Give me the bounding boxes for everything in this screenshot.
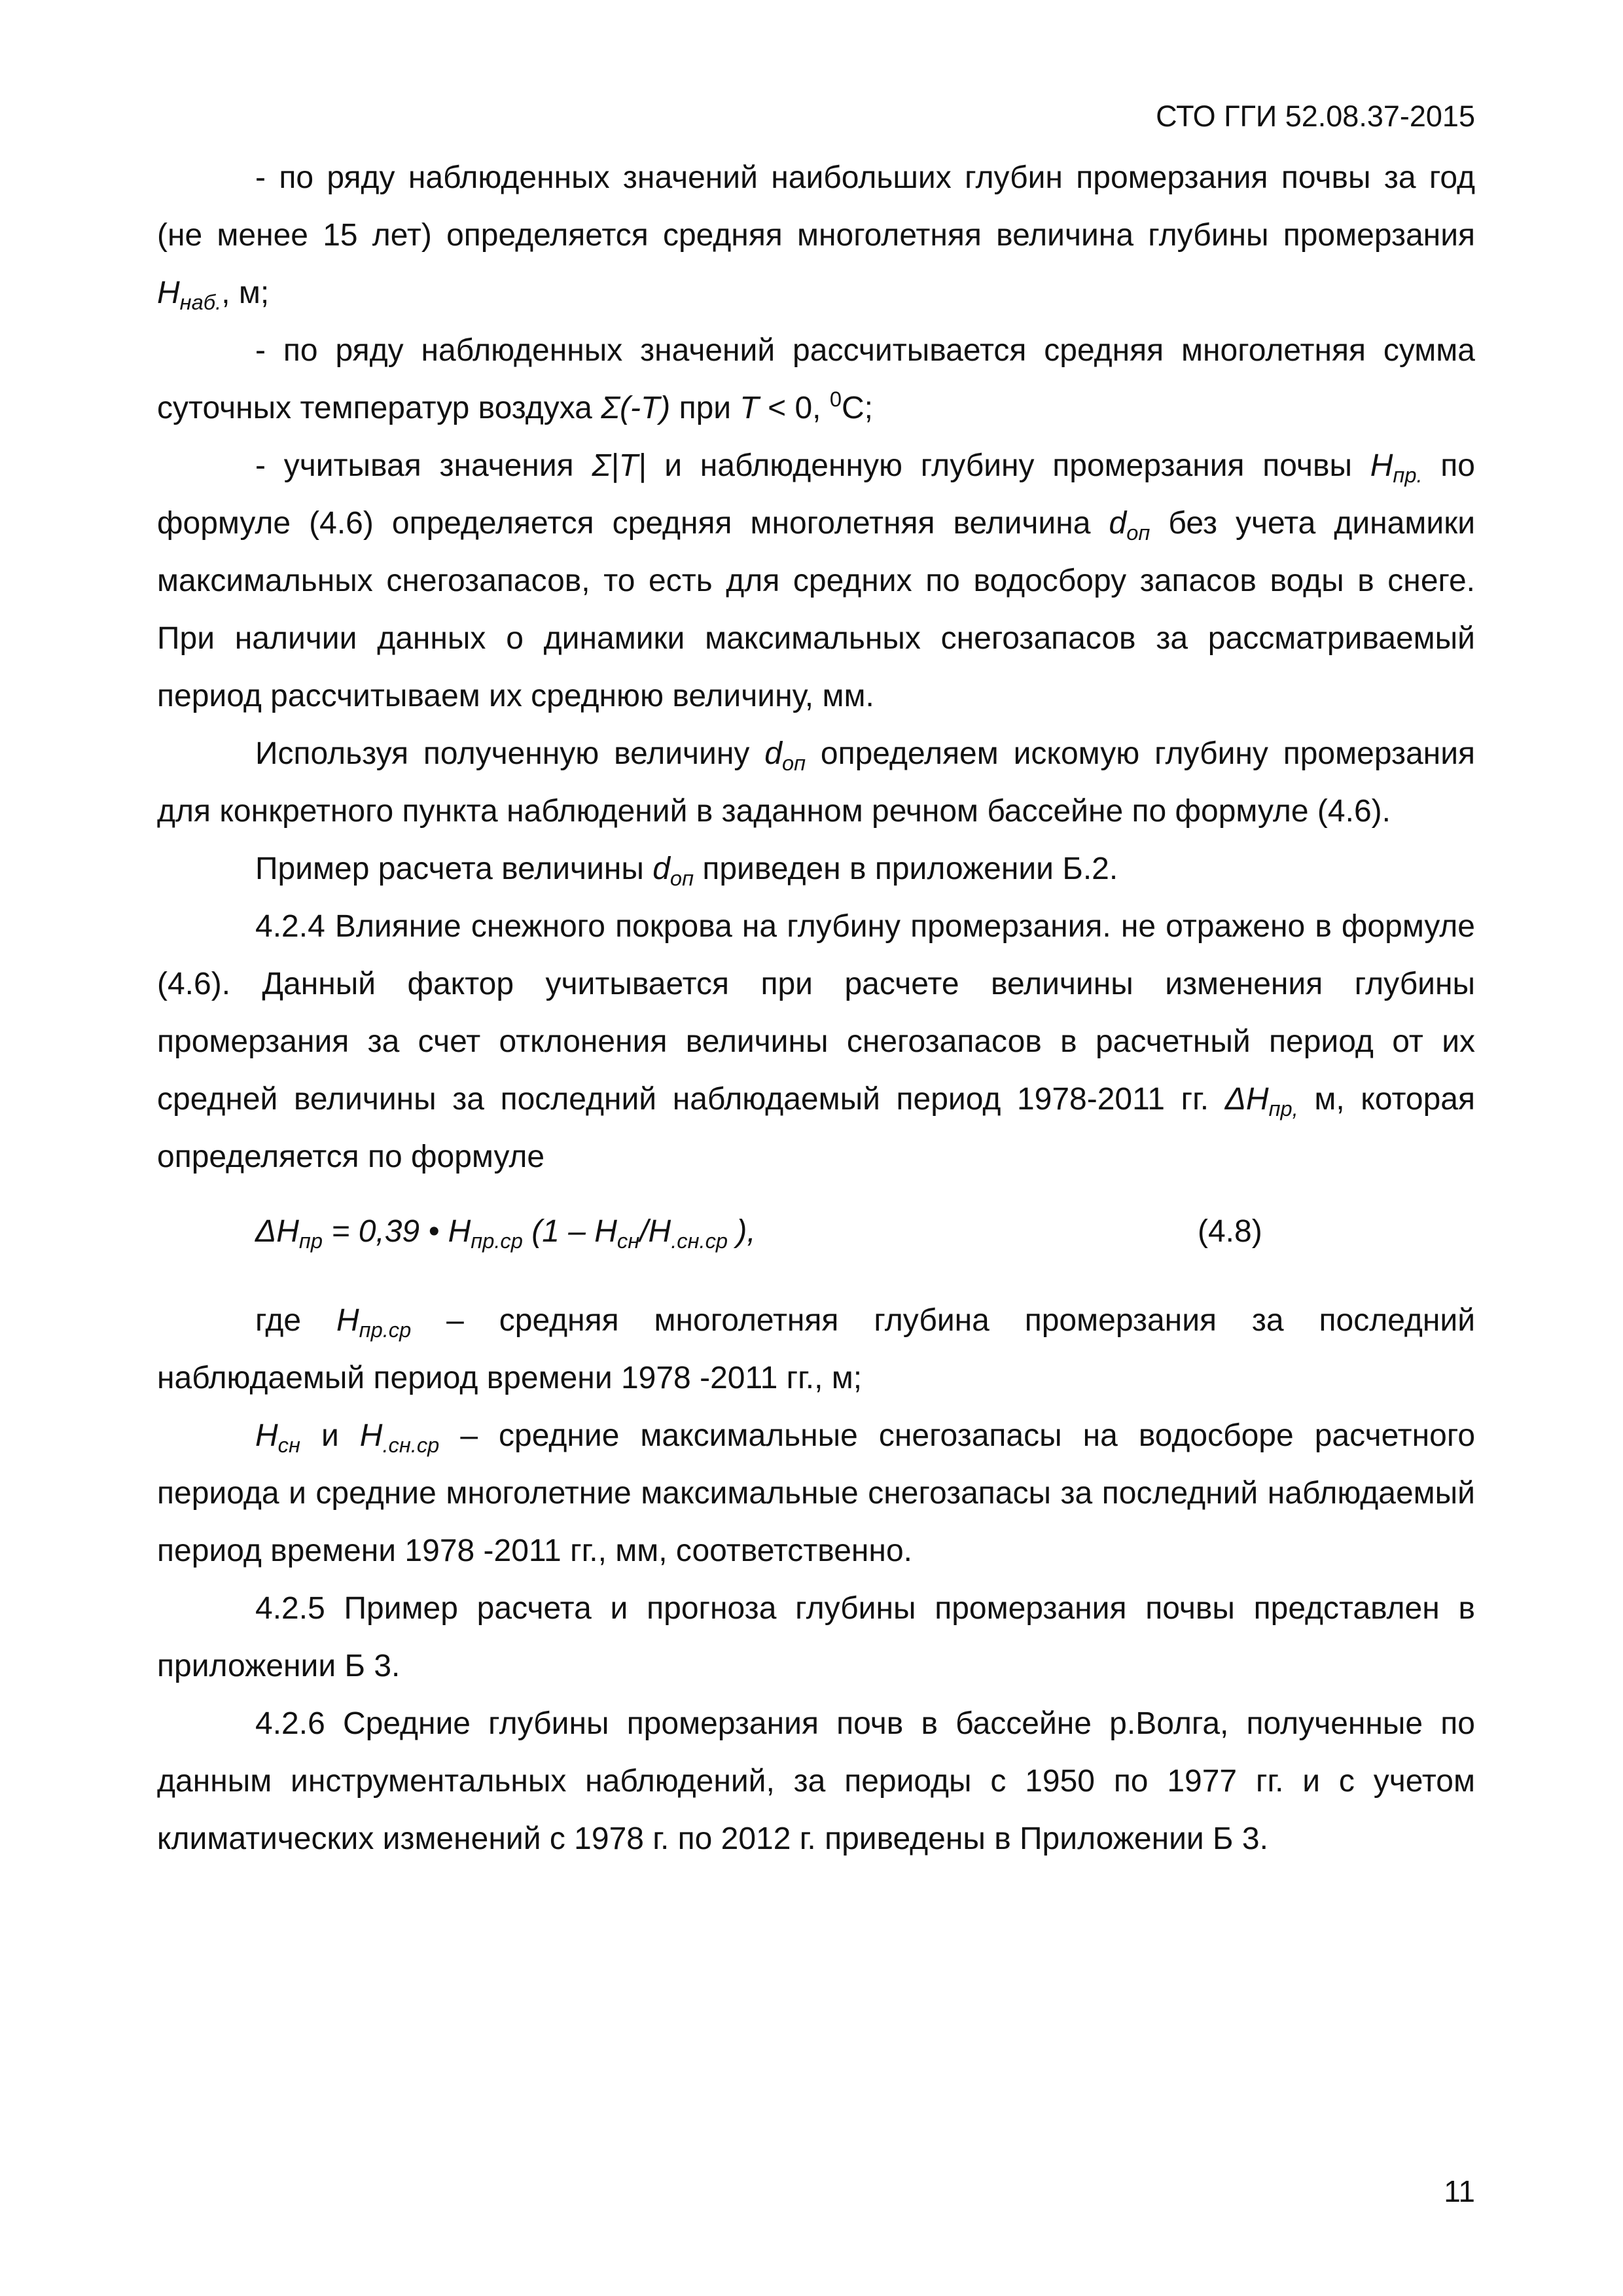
subscript-text: оп (669, 865, 694, 890)
text-run: и (300, 1418, 360, 1453)
subscript (670, 866, 694, 890)
text-run: при (670, 391, 740, 425)
subscript-text: наб. (179, 289, 222, 314)
body-text (157, 149, 1475, 1868)
paragraph-10: 4.2.6 Средние глубины промерзания почв в бассейне р.Волга, полученные по данным инструментальных наблюдений, за периоды с 1950 по 1977 гг. и с учетом климатических изменений с 1978 г. по 2012 г. приведены в Приложении Б 3. (157, 1706, 1475, 1856)
superscript: 0 (829, 387, 842, 412)
formula-subscript: .сн.ср (671, 1228, 728, 1253)
text-run: – средняя многолетняя глубина промерзания за последний наблюдаемый период времени 1978 -2011 гг., м; (157, 1303, 1476, 1395)
text-run: , м; (221, 276, 270, 310)
text-run: – средние максимальные снегозапасы на водосборе расчетного периода и средние многолетние максимальные снегозапасы за последний наблюдаемый период времени 1978 -2011 гг., мм, соответственно. (157, 1418, 1476, 1568)
symbol: Σ(-T) (601, 391, 671, 425)
formula-part: (1 – H (522, 1214, 617, 1249)
symbol: H (255, 1418, 278, 1453)
symbol: H (1370, 448, 1393, 483)
subscript (1269, 1096, 1298, 1121)
paragraph-8 (157, 1407, 1475, 1580)
subscript (359, 1318, 412, 1342)
text-run: м, которая определяется по формуле (157, 1082, 1475, 1174)
subscript-text: пр.ср (359, 1317, 412, 1342)
symbol: H (336, 1303, 359, 1338)
formula-4-8 (157, 1200, 1475, 1263)
paragraph-4 (157, 725, 1475, 840)
subscript (1126, 520, 1150, 545)
subscript (278, 1433, 300, 1457)
text-run: где (255, 1303, 336, 1338)
subscript-text: оп (1126, 520, 1150, 545)
subscript-text: .сн.ср (382, 1432, 440, 1457)
text-run: С; (841, 391, 873, 425)
paragraph-1 (157, 149, 1475, 322)
subscript (782, 751, 806, 775)
formula-part: ), (728, 1214, 756, 1249)
text-run: Пример расчета величины (255, 852, 653, 886)
subscript-text: оп (781, 750, 806, 775)
subscript-text: пр, (1268, 1096, 1298, 1121)
symbol: d (652, 852, 670, 886)
symbol: d (1109, 506, 1127, 541)
formula-subscript: сн (616, 1228, 640, 1253)
symbol: H (359, 1418, 383, 1453)
subscript (180, 290, 222, 314)
symbol: Σ|T| (592, 448, 647, 483)
paragraph-7 (157, 1292, 1475, 1407)
text-run: - по ряду наблюденных значений наибольших глубин промерзания почвы за год (не менее 15 лет) определяется средняя многолетняя величина глубины промерзания (157, 160, 1475, 253)
page-number: 11 (1444, 2174, 1475, 2208)
text-run: по формуле (4.6) определяется средняя многолетняя величина (157, 448, 1475, 541)
document-code-header: СТО ГГИ 52.08.37-2015 (1156, 99, 1475, 133)
formula-expression (255, 1200, 756, 1263)
formula-part: /H (639, 1214, 671, 1249)
symbol: T (740, 391, 759, 425)
symbol: H (157, 276, 180, 310)
formula-subscript: пр.ср (471, 1228, 523, 1253)
symbol: ΔH (1224, 1082, 1269, 1117)
paragraph-2 (157, 322, 1475, 437)
text-run: без учета динамики максимальных снегозапасов, то есть для средних по водосбору запасов воды в снеге. При наличии данных о динамики максимальных снегозапасов за рассматриваемый период рассчитываем их среднюю величину, мм. (157, 506, 1476, 713)
subscript (382, 1433, 439, 1457)
paragraph-5 (157, 840, 1475, 898)
text-run: и наблюденную глубину промерзания почвы (646, 448, 1370, 483)
text-run: Используя полученную величину (255, 736, 765, 771)
paragraph-3 (157, 437, 1475, 725)
text-run: - по ряду наблюденных значений рассчитывается средняя многолетняя сумма суточных температур воздуха (157, 333, 1475, 425)
formula-subscript: пр (298, 1228, 323, 1253)
paragraph-9: 4.2.5 Пример расчета и прогноза глубины промерзания почвы представлен в приложении Б 3. (157, 1591, 1475, 1683)
text-run: 4.2.4 Влияние снежного покрова на глубину промерзания. не отражено в формуле (4.6). Данный фактор учитывается при расчете величины изменения глубины промерзания за счет отклонения величины снегозапасов в расчетный период от их средней величины за последний наблюдаемый период 1978-2011 гг. (157, 909, 1475, 1117)
formula-part: = 0,39 • H (322, 1214, 471, 1249)
formula-part: ΔH (255, 1214, 299, 1249)
text-run: приведен в приложении Б.2. (694, 852, 1118, 886)
subscript (1393, 463, 1422, 487)
paragraph-6 (157, 898, 1475, 1186)
subscript-text: пр. (1393, 462, 1423, 487)
text-run: определяем искомую глубину промерзания для конкретного пункта наблюдений в заданном речном бассейне по формуле (4.6). (157, 736, 1475, 829)
text-run: < 0, (758, 391, 830, 425)
subscript-text: сн (277, 1432, 300, 1457)
formula-number: (4.8) (1198, 1214, 1262, 1249)
text-run: - учитывая значения (255, 448, 592, 483)
symbol: d (764, 736, 782, 771)
